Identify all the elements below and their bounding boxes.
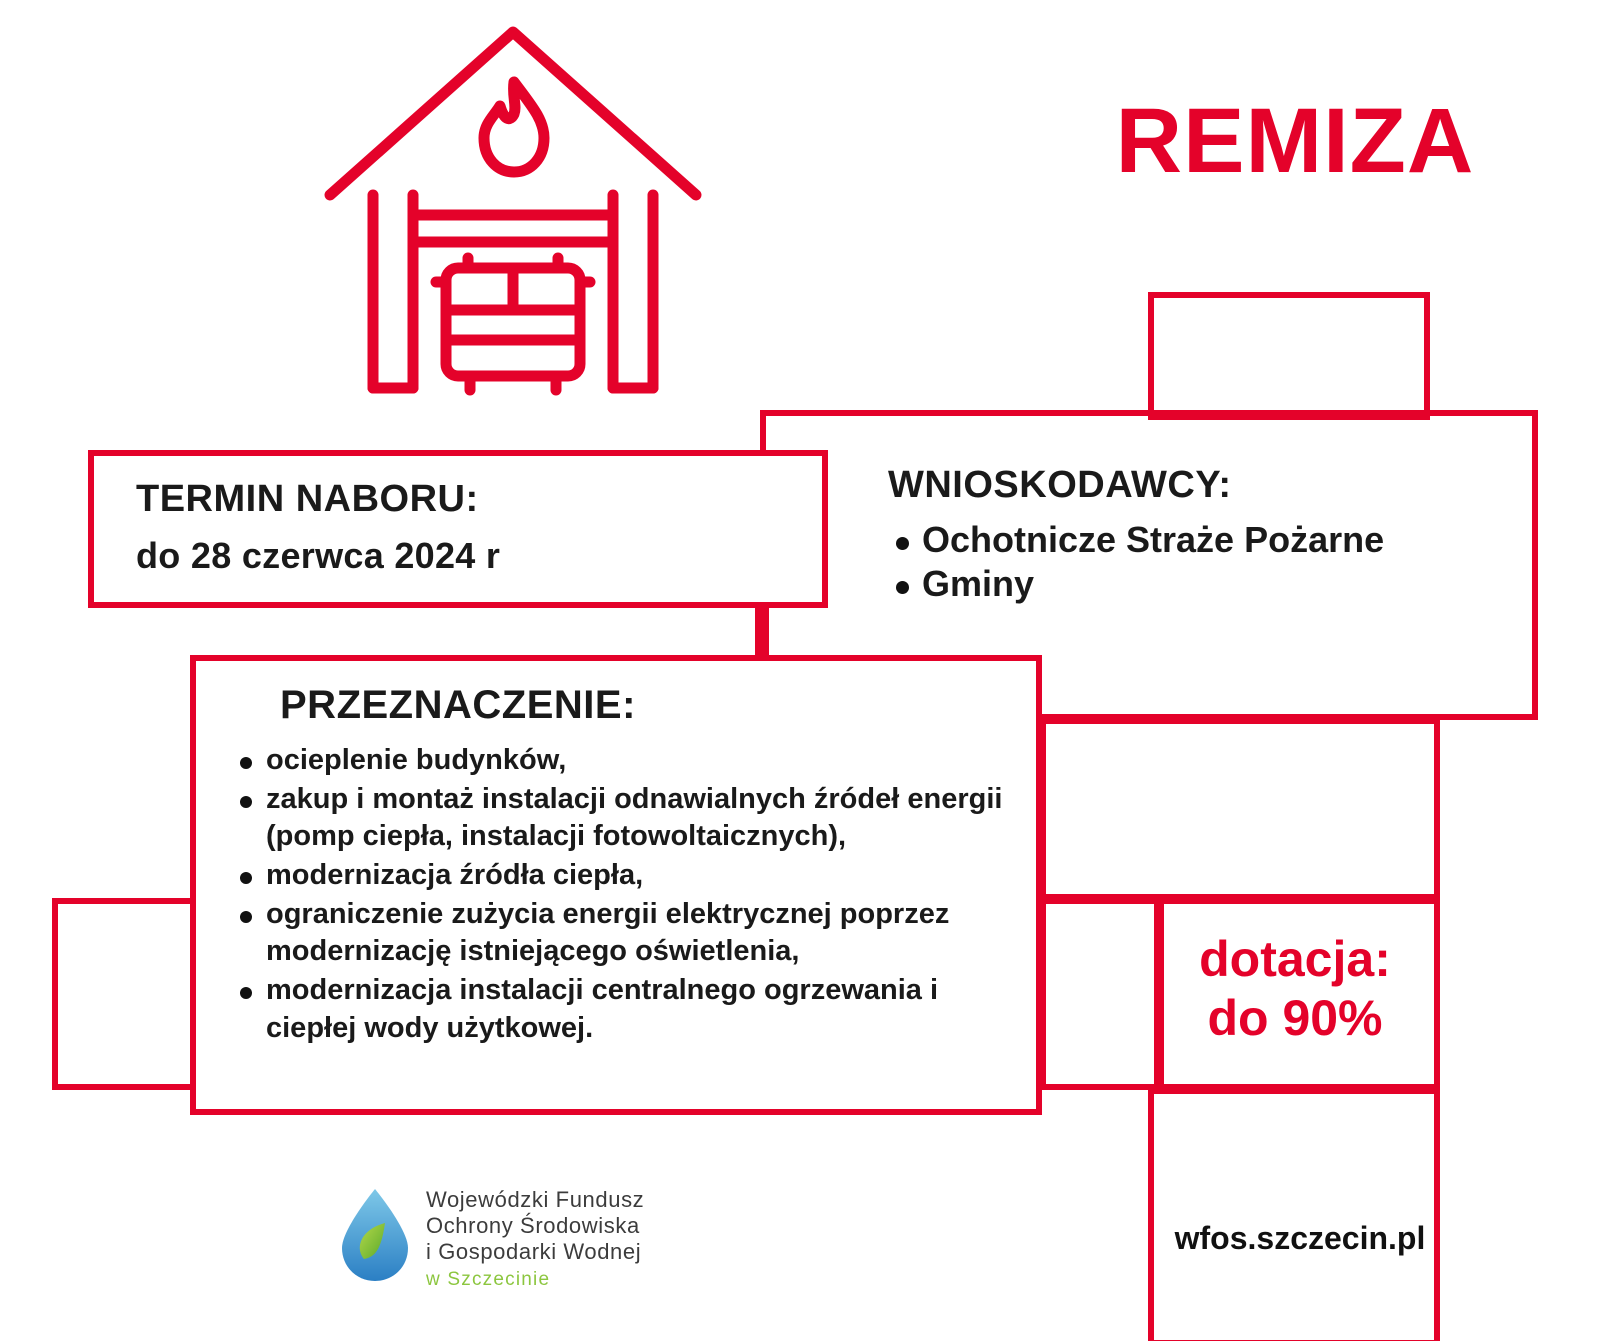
website-url[interactable]: wfos.szczecin.pl [1174,1220,1426,1256]
list-item: modernizacja instalacji centralnego ogrzewania i ciepłej wody użytkowej. [234,972,1010,1047]
przeznaczenie-heading: PRZEZNACZENIE: [280,683,636,727]
dotacja-label: dotacja: [1199,931,1391,987]
dotacja-block [1130,930,1460,1048]
list-item: modernizacja źródła ciepła, [234,857,1010,895]
frame-right-mid [1040,718,1440,900]
termin-heading: TERMIN NABORU: [136,478,479,520]
logo-line-3: i Gospodarki Wodnej [426,1238,642,1264]
wnioskodawcy-heading: WNIOSKODAWCY: [888,464,1232,506]
fire-station-icon [318,10,708,400]
logo-line-4: w Szczecinie [426,1268,551,1290]
wnioskodawcy-list [888,519,1508,606]
list-item: Gminy [888,563,1508,605]
frame-url [1148,1088,1440,1341]
dotacja-value: do 90% [1207,990,1383,1046]
termin-value: do 28 czerwca 2024 r [136,535,501,576]
logo-line-2: Ochrony Środowiska [426,1212,640,1238]
termin-naboru-card [88,450,828,608]
list-item: ograniczenie zużycia energii elektrycznej poprzez modernizację istniejącego oświetlenia, [234,896,1010,971]
water-drop-leaf-icon [330,1185,420,1285]
list-item: Ochotnicze Straże Pożarne [888,519,1508,561]
frame-top-right-small [1148,292,1430,420]
list-item: zakup i montaż instalacji odnawialnych źródeł energii (pomp ciepła, instalacji fotowoltaicznych), [234,781,1010,856]
wfos-logo [330,1185,700,1305]
przeznaczenie-card [190,655,1042,1115]
wnioskodawcy-card [868,452,1508,608]
wfos-logo-text [426,1187,706,1291]
logo-line-1: Wojewódzki Fundusz [426,1187,645,1212]
list-item: ocieplenie budynków, [234,742,1010,780]
page-title: REMIZA [1115,90,1475,192]
przeznaczenie-list [222,742,1010,1048]
